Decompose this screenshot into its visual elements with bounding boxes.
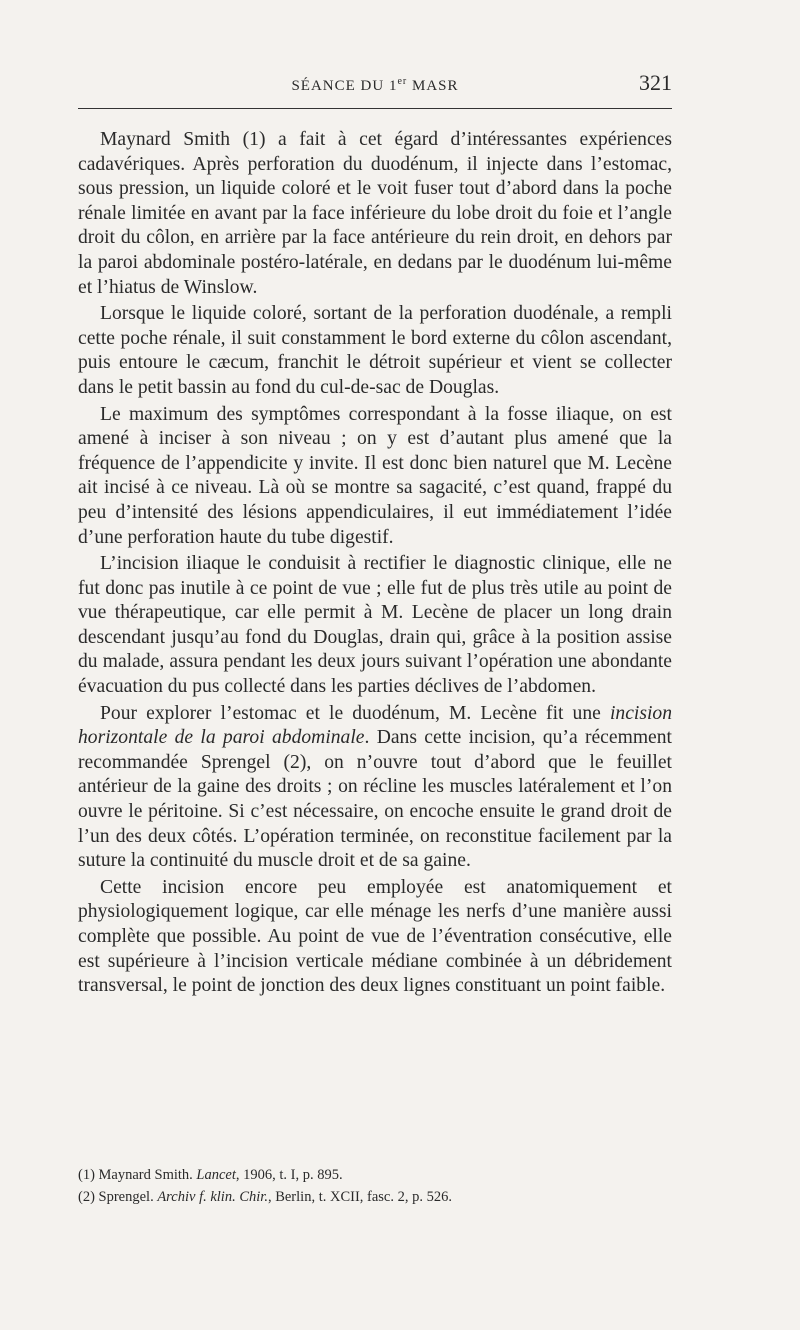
paragraph: [78, 876, 672, 999]
text-run: Lorsque le liquide coloré, sortant de la perforation duodénale, a rempli cette poche rénale, il suit constamment le bord externe du côlon ascendant, puis entoure le cæcum, franchit le détroit supérieur et vient se collecter dans le petit bassin au fond du cul-de-sac de Douglas.: [78, 303, 672, 398]
text-run: , Berlin, t. XCII, fasc. 2, p. 526.: [267, 1189, 452, 1205]
text-run: Pour explorer l’estomac et le duodénum, M. Lecène fit une: [100, 702, 610, 724]
paragraph: [78, 403, 672, 551]
text-run: (2) Sprengel.: [78, 1189, 158, 1205]
text-run: L’incision iliaque le conduisit à rectifier le diagnostic clinique, elle ne fut donc pas inutile à ce point de vue ; elle fut de plus très utile au point de vue thérapeutique, car elle permit à M. Lecène de placer un long drain descendant jusqu’au fond du Douglas, drain qui, grâce à la position assise du malade, assura pendant les deux jours suivant l’opération une abondante évacuation du pus collecté dans les parties déclives de l’abdomen.: [78, 553, 672, 698]
page-header: [78, 70, 672, 100]
footnote: [78, 1164, 672, 1186]
italic-text: incision horizontale de la paroi abdominale: [78, 702, 672, 749]
running-title-suffix: MASR: [407, 78, 459, 94]
header-rule: [78, 108, 672, 109]
footnotes: [78, 1164, 672, 1208]
text-run: , 1906, t. I, p. 895.: [235, 1167, 343, 1183]
italic-text: Lancet: [196, 1167, 236, 1183]
text-run: (1) Maynard Smith.: [78, 1167, 197, 1183]
text-run: Maynard Smith (1) a fait à cet égard d’intéressantes expériences cadavériques. Après perforation du duodénum, il injecte dans l’estomac, sous pression, un liquide coloré et le voit fuser tout d’abord dans la poche rénale limitée en avant par la face inférieure du lobe droit du foie et l’angle droit du côlon, en arrière par la face antérieure du rein droit, en dehors par la paroi abdominale postéro-latérale, en dedans par le duodénum lui-même et l’hiatus de Winslow.: [78, 129, 672, 298]
footnote: [78, 1186, 672, 1208]
running-title: [78, 76, 672, 95]
text-run: . Dans cette incision, qu’a récemment recommandée Sprengel (2), on n’ouvre tout d’abord que le feuillet antérieur de la gaine des droits ; on récline les muscles latéralement et l’on ouvre le péritoine. Si c’est nécessaire, on encoche ensuite le grand droit de l’un des deux côtés. L’opération terminée, on reconstitue facilement par la suture la continuité du muscle droit et de sa gaine.: [78, 727, 672, 872]
text-run: Cette incision encore peu employée est anatomiquement et physiologiquement logique, car elle ménage les nerfs d’une manière aussi complète que possible. Au point de vue de l’éventration consécutive, elle est supérieure à l’incision verticale médiane combinée à un débridement transversal, le point de jonction des deux lignes constituant un point faible.: [78, 876, 672, 997]
paragraph: [78, 302, 672, 400]
italic-text: Archiv f. klin. Chir.: [157, 1189, 268, 1205]
running-title-sup: er: [397, 76, 408, 87]
body-text: [78, 128, 672, 1001]
page-number: 321: [639, 70, 672, 95]
paragraph: [78, 128, 672, 300]
paragraph: [78, 702, 672, 874]
running-title-prefix: SÉANCE DU 1: [291, 78, 398, 94]
paragraph: [78, 552, 672, 700]
text-run: Le maximum des symptômes correspondant à la fosse iliaque, on est amené à inciser à son niveau ; on y est d’autant plus amené que la fréquence de l’appendicite y invite. Il est donc bien naturel que M. Lecène ait incisé à ce niveau. Là où se montre sa sagacité, c’est quand, frappé du peu d’intensité des lésions appendiculaires, il eut immédiatement l’idée d’une perforation haute du tube digestif.: [78, 403, 672, 548]
